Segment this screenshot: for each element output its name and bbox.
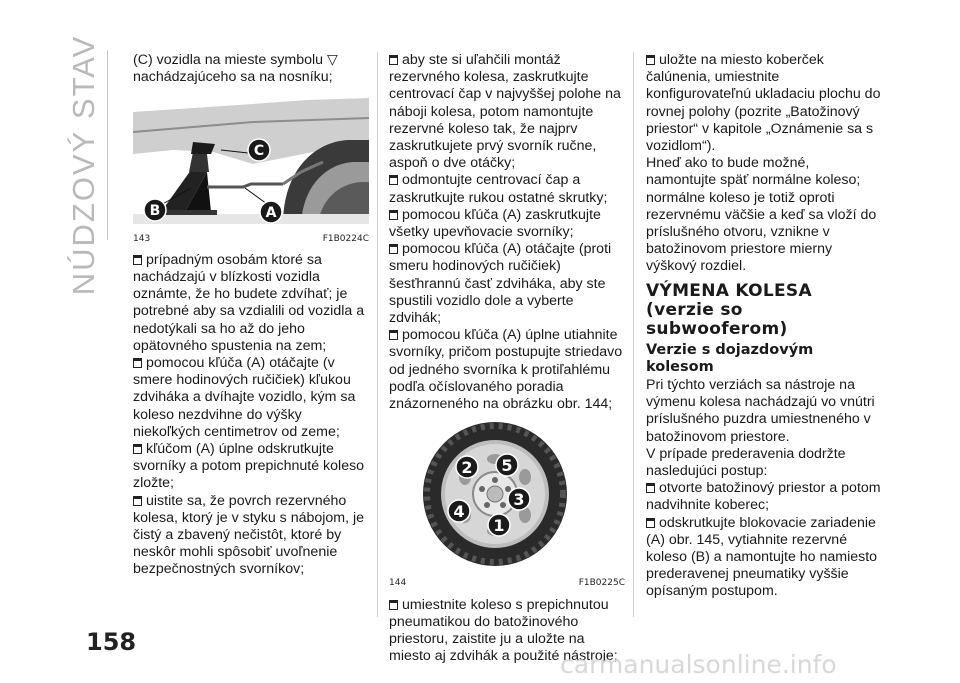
label-b: B [149, 203, 161, 220]
column-divider-1 [377, 52, 378, 617]
chapter-side-title: NÚDZOVÝ STAV [66, 34, 101, 296]
bolt-number-2: 2 [461, 458, 473, 478]
bullet-icon [389, 244, 398, 254]
jack-illustration [133, 92, 369, 224]
bullet-item: pomocou kľúča (A) zaskrutkujte všetky upevňovacie svorníky; [389, 206, 601, 241]
bullet-item: odskrutkujte blokovacie zariadenie (A) obr. 145, vytiahnite rezervné koleso (B) a namontujte ho namiesto prederavenej pneumatiky vyššie opísaným postupom. [646, 514, 878, 600]
bullet-icon [389, 210, 398, 220]
side-divider [107, 50, 108, 240]
watermark: carmanualsonline.info [560, 650, 837, 679]
bullet-item: aby ste si uľahčili montáž rezervného kolesa, zaskrutkujte centrovací čap v najvyššej polohe na náboji kolesa, potom namontujte rezervné koleso tak, že najprv zaskrutkujete prvý svorník ručne, aspoň o dve otáčky; [389, 52, 621, 172]
column-3 [646, 52, 882, 601]
wheel-illustration [389, 419, 625, 569]
figure-caption [389, 575, 625, 592]
figure-number: 144 [389, 578, 407, 589]
bullet-item: umiestnite koleso s prepichnutou pneumatikou do batožinového priestoru, zaistite ju a uložte na miesto aj zdvihák a použité nástroje; [389, 596, 618, 665]
bullet-item: odmontujte centrovací čap a zaskrutkujte rukou ostatné skrutky; [389, 172, 608, 206]
page-number: 158 [86, 628, 137, 656]
bullet-icon [133, 255, 142, 265]
column-1 [133, 52, 369, 579]
bullet-icon [133, 358, 142, 368]
figure-143 [133, 92, 369, 247]
column-divider-2 [633, 52, 634, 617]
figure-code: F1B0225C [578, 578, 625, 589]
bolt-number-5: 5 [501, 456, 513, 476]
bullet-item: otvorte batožinový priestor a potom nadvihnite koberec; [646, 480, 881, 514]
subsection-heading: Verzie s dojazdovým kolesom [646, 341, 814, 375]
column-2 [389, 52, 625, 665]
bullet-item: uistite sa, že povrch rezervného kolesa, ktorý je v styku s nábojom, je čistý a zbavený nečistôt, ktoré by neskôr mohli spôsobiť uvoľnenie bezpečnostných svorníkov; [133, 492, 365, 578]
bullet-icon [133, 444, 142, 454]
paragraph: V prípade prederavenia dodržte nasledujúci postup: [646, 445, 846, 480]
intro-text: (C) vozidla na mieste symbolu ▽ nachádzajúceho sa na nosníku; [133, 52, 338, 86]
bullet-icon [389, 330, 398, 340]
bullet-icon [389, 600, 398, 610]
paragraph: Pri týchto verziách sa nástroje na výmenu kolesa nachádzajú vo vnútri príslušného puzdra umiestneného v batožinovom priestore. [646, 377, 875, 445]
bullet-icon [133, 496, 142, 506]
bullet-icon [646, 55, 655, 65]
bullet-item: prípadným osobám ktoré sa nachádzajú v blízkosti vozidla oznámte, že ho budete zdvíhať; je potrebné aby sa vzdialili od vozidla a nedotýkali sa ho až do jeho opätovného spustenia na zem; [133, 251, 365, 354]
bullet-item: pomocou kľúča (A) otáčajte (proti smeru hodinových ručičiek) šesťhrannú časť zdviháka, aby ste spustili vozidlo dole a vyberte zdvihák; [389, 241, 612, 327]
bullet-item: pomocou kľúča (A) otáčajte (v smere hodinových ručičiek) kľukou zdviháka a dvíhajte vozidlo, kým sa koleso nezdvihne do výšky niekoľkých centimetrov od zeme; [133, 355, 356, 440]
bullet-item: pomocou kľúča (A) úplne utiahnite svorníky, pričom postupujte striedavo od jedného svorníka k protiľahlému podľa očíslovaného poradia znázorneného na obrázku obr. 144; [389, 327, 623, 413]
bullet-item: kľúčom (A) úplne odskrutkujte svorníky a potom prepichnuté koleso zložte; [133, 441, 365, 492]
bolt-number-1: 1 [493, 516, 505, 536]
bullet-icon [646, 518, 655, 528]
bolt-number-4: 4 [453, 502, 465, 522]
label-a: A [265, 205, 277, 222]
bullet-item: uložte na miesto koberček čalúnenia, umiestnite konfigurovateľnú ukladaciu plochu do rovnej polohy (pozrite „Batožinový priestor“ v kapitole „Oznámenie sa s vozidlom“). [646, 52, 881, 155]
section-heading: VÝMENA KOLESA (verzie so subwooferom) [646, 280, 812, 339]
figure-number: 143 [133, 233, 151, 244]
bullet-icon [389, 55, 398, 65]
bullet-icon [389, 175, 398, 185]
bolt-number-3: 3 [513, 490, 525, 510]
bullet-icon [646, 483, 655, 493]
figure-144 [389, 419, 625, 592]
figure-caption [133, 231, 369, 248]
paragraph: Hneď ako to bude možné, namontujte späť normálne koleso; normálne koleso je totiž oproti rezervnému väčšie a keď sa vloží do príslušného otvoru, vznikne v batožinovom priestore mierny výškový rozdiel. [646, 155, 877, 275]
figure-code: F1B0224C [322, 233, 369, 244]
label-c: C [253, 143, 265, 160]
